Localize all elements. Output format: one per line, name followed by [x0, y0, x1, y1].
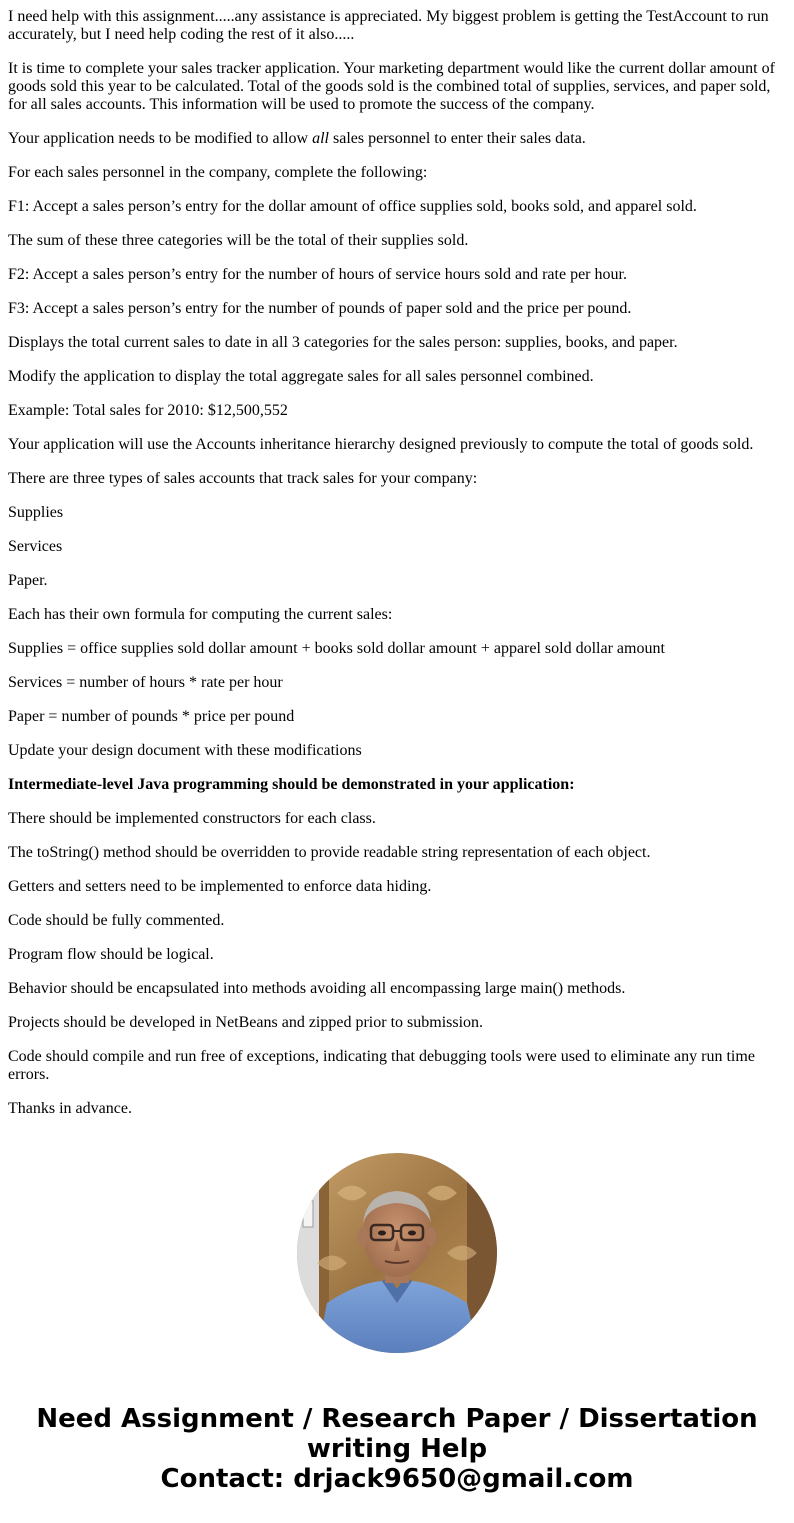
promo-contact: Contact: drjack9650@gmail.com: [160, 1464, 634, 1494]
emphasis-all: all: [312, 130, 329, 147]
paragraph-all-personnel: [8, 130, 786, 148]
paragraph-getters-setters: Getters and setters need to be implemented to enforce data hiding.: [8, 878, 432, 895]
paragraph-update-design: Update your design document with these modifications: [8, 742, 362, 759]
paragraph-f1: F1: Accept a sales person’s entry for the dollar amount of office supplies sold, books sold, and apparel sold.: [8, 198, 697, 215]
paragraph-compile: Code should compile and run free of exceptions, indicating that debugging tools were used to eliminate any run time errors.: [8, 1048, 755, 1083]
paragraph-overview: It is time to complete your sales tracker application. Your marketing department would like the current dollar amount of goods sold this year to be calculated. Total of the goods sold is the combined total of supplies, services, and paper sold, for all sales accounts. This information will be used to promote the success of the company.: [8, 60, 775, 113]
paragraph-for-each: For each sales personnel in the company, complete the following:: [8, 164, 428, 181]
promo-line-1: Need Assignment / Research Paper / Dissertation: [36, 1404, 758, 1434]
paragraph-formula-paper: Paper = number of pounds * price per pound: [8, 708, 295, 725]
paragraph-sum: The sum of these three categories will be the total of their supplies sold.: [8, 232, 469, 249]
paragraph-f3: F3: Accept a sales person’s entry for the number of pounds of paper sold and the price per pound.: [8, 300, 632, 317]
paragraph-tostring: The toString() method should be overridden to provide readable string representation of each object.: [8, 844, 651, 861]
avatar: [297, 1153, 497, 1353]
paragraph-intro: I need help with this assignment.....any assistance is appreciated. My biggest problem is getting the TestAccount to run accurately, but I need help coding the rest of it also.....: [8, 8, 769, 43]
promo-banner: [0, 1404, 794, 1494]
paragraph-java-heading: Intermediate-level Java programming should be demonstrated in your application:: [8, 776, 575, 793]
paragraph-constructors: There should be implemented constructors for each class.: [8, 810, 376, 827]
paragraph-thanks: Thanks in advance.: [8, 1100, 132, 1117]
promo-line-2: writing Help: [306, 1434, 488, 1464]
paragraph-displays: Displays the total current sales to date in all 3 categories for the sales person: supplies, books, and paper.: [8, 334, 678, 351]
paragraph-modify: Modify the application to display the total aggregate sales for all sales personnel combined.: [8, 368, 594, 385]
paragraph-encapsulated: Behavior should be encapsulated into methods avoiding all encompassing large main() methods.: [8, 980, 626, 997]
paragraph-formula-services: Services = number of hours * rate per hour: [8, 674, 283, 691]
paragraph-program-flow: Program flow should be logical.: [8, 946, 214, 963]
question-body: [8, 8, 786, 1134]
text-before-emphasis: Your application needs to be modified to allow: [8, 130, 313, 147]
paragraph-services: Services: [8, 538, 63, 555]
paragraph-formula-intro: Each has their own formula for computing the current sales:: [8, 606, 393, 623]
paragraph-paper: Paper.: [8, 572, 48, 589]
paragraph-three-types: There are three types of sales accounts that track sales for your company:: [8, 470, 478, 487]
text-after-emphasis: sales personnel to enter their sales data.: [329, 130, 586, 147]
paragraph-formula-supplies: Supplies = office supplies sold dollar amount + books sold dollar amount + apparel sold dollar amount: [8, 640, 665, 657]
paragraph-hierarchy: Your application will use the Accounts inheritance hierarchy designed previously to compute the total of goods sold.: [8, 436, 754, 453]
paragraph-f2: F2: Accept a sales person’s entry for the number of hours of service hours sold and rate per hour.: [8, 266, 627, 283]
avatar-photo-icon: [297, 1153, 497, 1353]
paragraph-netbeans: Projects should be developed in NetBeans and zipped prior to submission.: [8, 1014, 484, 1031]
paragraph-example: Example: Total sales for 2010: $12,500,552: [8, 402, 288, 419]
paragraph-commented: Code should be fully commented.: [8, 912, 225, 929]
paragraph-supplies: Supplies: [8, 504, 64, 521]
